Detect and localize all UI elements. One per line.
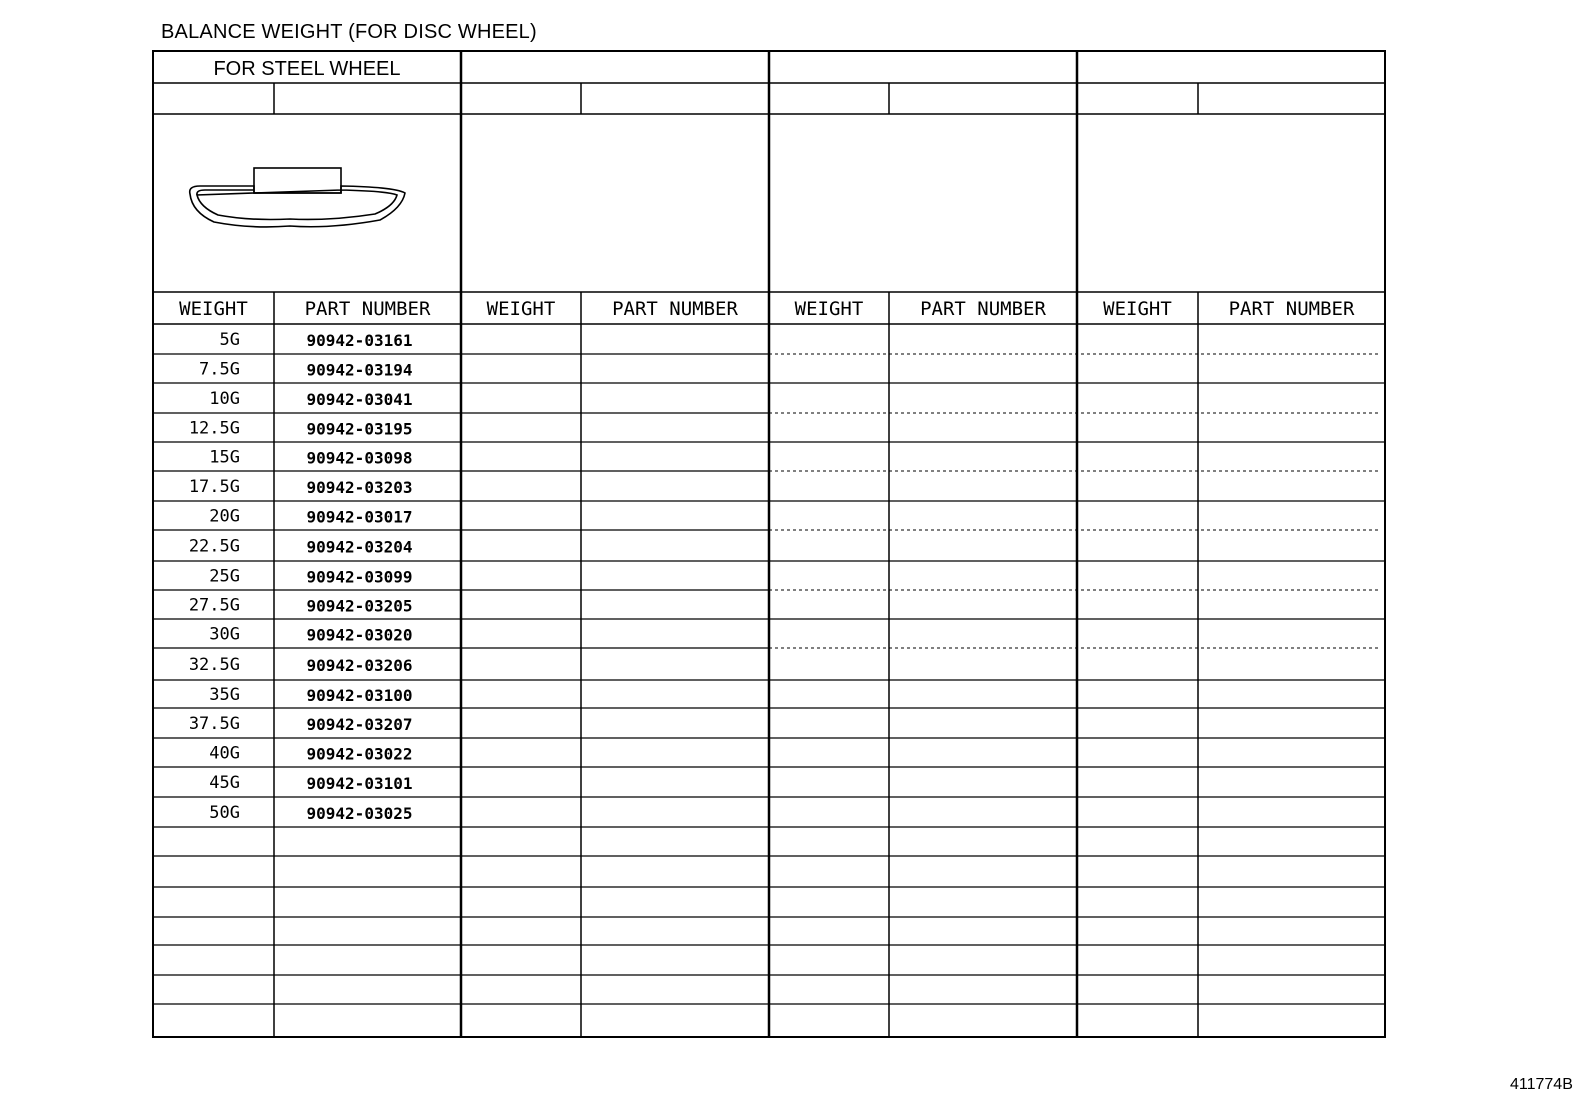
row-part-number: 90942-03161	[306, 331, 413, 350]
page-title: BALANCE WEIGHT (FOR DISC WHEEL)	[161, 21, 537, 43]
row-part-number: 90942-03207	[306, 715, 413, 734]
row-part-number: 90942-03203	[306, 478, 413, 497]
row-part-number: 90942-03017	[306, 507, 413, 527]
row-part-number: 90942-03206	[306, 656, 413, 675]
column-header-weight: WEIGHT	[1103, 298, 1172, 320]
row-part-number: 90942-03099	[306, 567, 413, 587]
row-part-number: 90942-03100	[306, 686, 413, 705]
column-header-weight: WEIGHT	[794, 298, 864, 320]
row-weight: 35G	[209, 685, 240, 705]
weight-body-inner	[197, 190, 397, 220]
weight-clip	[254, 168, 341, 193]
figure-id: 411774B	[1510, 1076, 1573, 1093]
column-header-part-number: PART NUMBER	[612, 298, 738, 320]
row-weight: 40G	[209, 743, 240, 764]
balance-weight-icon	[190, 168, 405, 227]
row-part-number: 90942-03194	[306, 360, 413, 380]
row-part-number: 90942-03204	[306, 537, 413, 557]
row-weight: 50G	[209, 803, 240, 823]
row-weight: 25G	[209, 566, 240, 587]
row-weight: 10G	[209, 389, 240, 409]
row-weight: 32.5G	[188, 655, 240, 675]
row-weight: 7.5G	[199, 359, 240, 380]
row-weight: 27.5G	[188, 595, 240, 616]
row-weight: 5G	[219, 330, 240, 350]
illustration-area	[190, 168, 405, 227]
row-weight: 45G	[209, 773, 240, 793]
column-header-part-number: PART NUMBER	[304, 298, 431, 320]
row-weight: 37.5G	[188, 714, 240, 734]
row-weight: 30G	[209, 624, 240, 645]
row-part-number: 90942-03022	[306, 744, 413, 764]
row-part-number: 90942-03101	[306, 774, 413, 793]
row-weight: 20G	[209, 506, 240, 527]
section-label: FOR STEEL WHEEL	[213, 58, 401, 80]
row-part-number: 90942-03098	[306, 448, 413, 468]
row-weight: 17.5G	[188, 477, 240, 497]
row-weight: 15G	[209, 447, 240, 468]
column-header-part-number: PART NUMBER	[1228, 298, 1355, 320]
column-header-weight: WEIGHT	[179, 298, 248, 320]
row-weight: 22.5G	[188, 536, 240, 557]
row-part-number: 90942-03041	[306, 390, 413, 409]
column-header-part-number: PART NUMBER	[920, 298, 1046, 320]
row-weight: 12.5G	[188, 418, 240, 439]
column-header-weight: WEIGHT	[486, 298, 556, 320]
row-part-number: 90942-03025	[306, 804, 413, 823]
row-part-number: 90942-03205	[306, 596, 413, 616]
row-part-number: 90942-03195	[306, 419, 413, 439]
row-part-number: 90942-03020	[306, 625, 413, 645]
